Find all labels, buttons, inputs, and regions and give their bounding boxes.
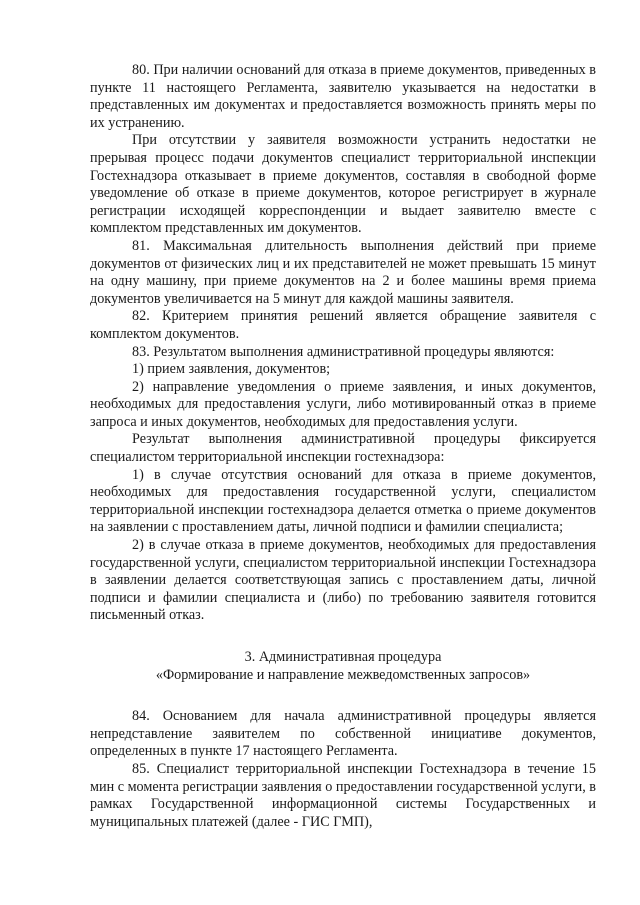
list-item-result-1: 1) в случае отсутствия оснований для отказа в приеме документов, необходимых для предоставления государственной услуги, специалистом территориальной инспекции гостехнадзора делается отметка о приеме документов на заявлении с проставлением даты, личной подписи и фамилии специалиста; [90, 466, 596, 536]
list-item-83-2: 2) направление уведомления о приеме заявления, и иных документов, необходимых для предоставления услуги, либо мотивированный отказ в приеме запроса и иных документов, необходимых для предоставления услуги. [90, 378, 596, 430]
section-spacer [90, 684, 596, 708]
paragraph-81: 81. Максимальная длительность выполнения действий при приеме документов от физических лиц и их представителей не может превышать 15 минут на одну машину, при приеме документов на 2 и более машины время приема документов увеличивается на 5 минут для каждой машины заявителя. [90, 237, 596, 307]
paragraph-84: 84. Основанием для начала административной процедуры является непредставление заявителем по собственной инициативе документов, определенных в пункте 17 настоящего Регламента. [90, 708, 596, 760]
paragraph-83: 83. Результатом выполнения административной процедуры являются: [132, 343, 555, 360]
paragraph-85: 85. Специалист территориальной инспекции Гостехнадзора в течение 15 мин с момента регистрации заявления о предоставлении государственной услуги, в рамках Государственной информационной системы Государственных и муниципальных платежей (далее - ГИС ГМП), [90, 760, 596, 830]
list-item-result-2: 2) в случае отказа в приеме документов, необходимых для предоставления государственной услуги, специалистом территориальной инспекции Гостехнадзора в заявлении делается соответствующая запись с проставлением даты, личной подписи и фамилии специалиста и (либо) по требованию заявителя готовится письменный отказ. [90, 537, 596, 624]
paragraph-refusal: При отсутствии у заявителя возможности устранить недостатки не прерывая процесс подачи документов специалист территориальной инспекции Гостехнадзора отказывает в приеме документов, составляя в свободной форме уведомление об отказе в приеме документов, которое регистрирует в журнале регистрации исходящей корреспонденции и выдает заявителю вместе с комплектом представленных им документов. [90, 132, 596, 237]
section-heading-subtitle: «Формирование и направление межведомственных запросов» [155, 666, 531, 683]
list-item-83-1: 1) прием заявления, документов; [132, 361, 331, 378]
paragraph-82: 82. Критерием принятия решений является обращение заявителя с комплектом документов. [90, 308, 596, 342]
section-heading-title: 3. Административная процедура [244, 649, 442, 665]
paragraph-result: Результат выполнения административной процедуры фиксируется специалистом территориальной инспекции гостехнадзора: [90, 431, 596, 466]
paragraph-80: 80. При наличии оснований для отказа в приеме документов, приведенных в пункте 11 настоящего Регламента, заявителю указывается на недостатки в представленных им документах и предоставляется возможность принять меры по их устранению. [90, 62, 596, 131]
